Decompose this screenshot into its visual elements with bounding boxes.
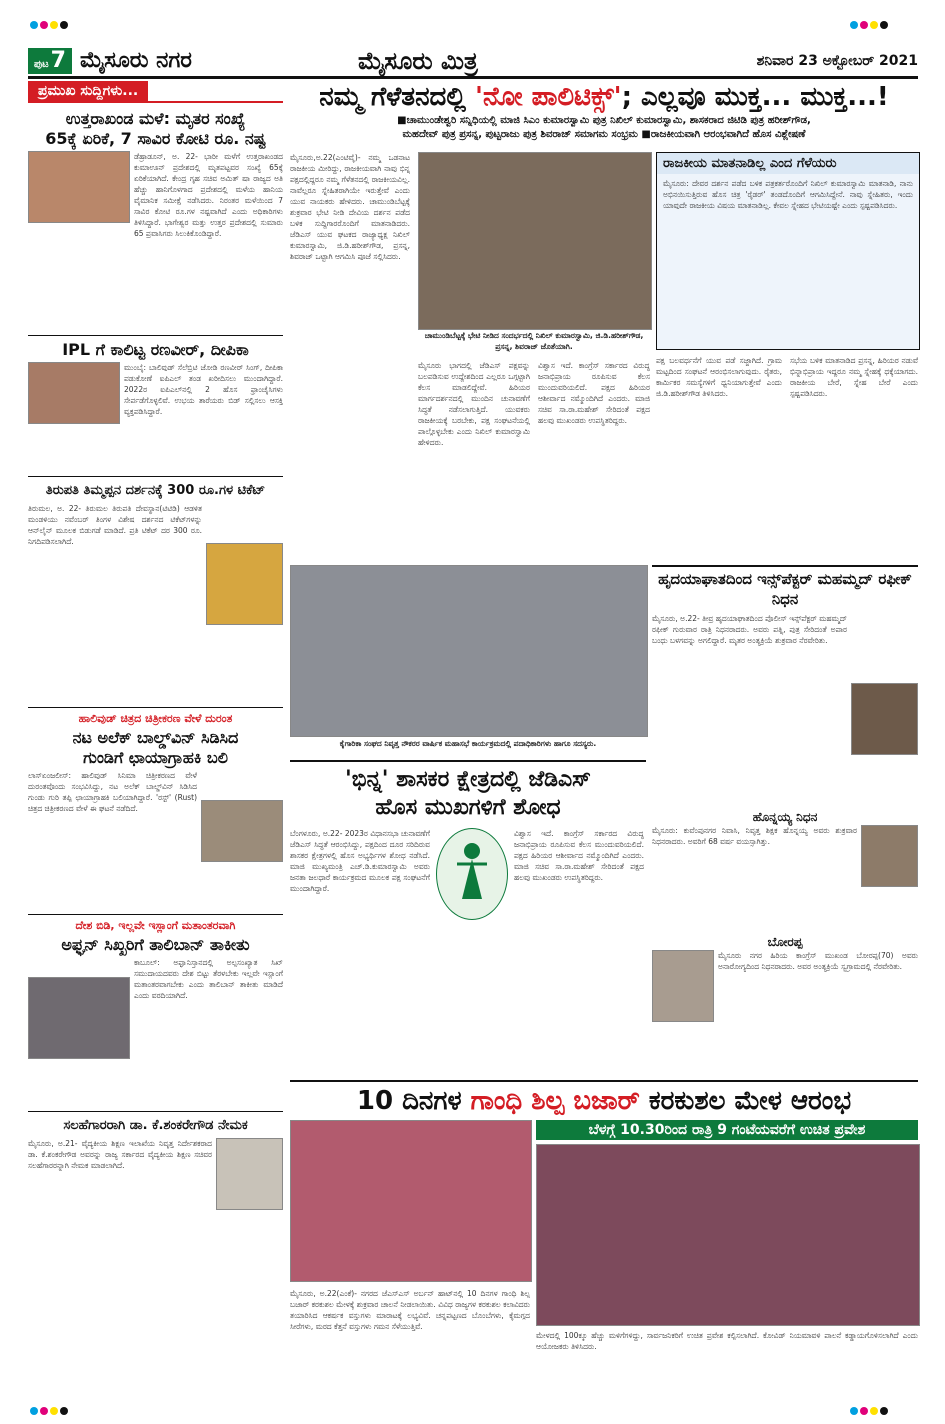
lead-column-4: ಪಕ್ಷ ಬಲವರ್ಧನೆಗೆ ಯುವ ಪಡೆ ಸಜ್ಜಾಗಿದೆ. ಗ್ರಾಮ ಮಟ್ಟದಿಂದ ಸಂಘಟನೆ ಆರಂಭಿಸಲಾಗುವುದು. ರೈತರು, ಕಾರ್ಮಿಕರ ಸಮಸ್ಯೆಗಳಿಗೆ ಧ್ವನಿಯಾಗುತ್ತೇವೆ ಎಂದು ಜಿ.ಡಿ.ಹರೀಶ್‌ಗೌಡ ತಿಳಿಸಿದರು. [656, 356, 782, 398]
story-tirupati-title: ತಿರುಪತಿ ತಿಮ್ಮಪ್ಪನ ದರ್ಶನಕ್ಕೆ 300 ರೂ.ಗಳ ಟಿಕೆಟ್ [45, 483, 266, 498]
obituary-1-photo [861, 825, 918, 887]
story-uttarakhand-title: ಉತ್ತರಾಖಂಡ ಮಳೆ: ಮೃತರ ಸಂಖ್ಯೆ 65ಕ್ಕೆ ಏರಿಕೆ, 7 ಸಾವಿರ ಕೋಟಿ ರೂ. ನಷ್ಟ [45, 109, 266, 148]
obituary-2-title: ಬೋರಪ್ಪ [767, 935, 803, 949]
main-area [290, 80, 918, 1380]
lead-photo-caption: ಚಾಮುಂಡಿಬೆಟ್ಟಕ್ಕೆ ಭೇಟಿ ನೀಡಿದ ಸಂದರ್ಭದಲ್ಲಿ ನಿಖಿಲ್ ಕುಮಾರಸ್ವಾಮಿ, ಜಿ.ಡಿ.ಹರೀಶ್‌ಗೌಡ, ಪ್ರಸನ್ನ, ಶಿವರಾಜ್ ಜೊತೆಯಾಗಿ. [424, 331, 644, 351]
sidebar-box-friends [656, 152, 920, 350]
story-inspector-title: ಹೃದಯಾಘಾತದಿಂದ ಇನ್ಸ್‌ಪೆಕ್ಟರ್ ಮಹಮ್ಮದ್ ರಫೀಕ್ ನಿಧನ [658, 570, 912, 608]
story-jds-body: ಬೆಂಗಳೂರು, ಅ.22- 2023ರ ವಿಧಾನಸಭಾ ಚುನಾವಣೆಗೆ ಜೆಡಿಎಸ್ ಸಿದ್ಧತೆ ಆರಂಭಿಸಿದ್ದು, ಪಕ್ಷದಿಂದ ದೂರ ಸರಿದಿರುವ ಶಾಸಕರ ಕ್ಷೇತ್ರಗಳಲ್ಲಿ ಹೊಸ ಅಭ್ಯರ್ಥಿಗಳ ಶೋಧ ನಡೆಸಿದೆ. ಮಾಜಿ ಮುಖ್ಯಮಂತ್ರಿ ಎಚ್.ಡಿ.ಕುಮಾರಸ್ವಾಮಿ ಅವರು ಜನತಾ ಜಲಧಾರೆ ಕಾರ್ಯಕ್ರಮದ ಮೂಲಕ ಪಕ್ಷ ಸಂಘಟನೆಗೆ ಮುಂದಾಗಿದ್ದಾರೆ. [290, 829, 430, 893]
story-gandhi-body-2: ಮೇಳದಲ್ಲಿ 100ಕ್ಕೂ ಹೆಚ್ಚು ಮಳಿಗೆಗಳಿದ್ದು, ಸಾರ್ವಜನಿಕರಿಗೆ ಉಚಿತ ಪ್ರವೇಶ ಕಲ್ಪಿಸಲಾಗಿದೆ. ಕೋವಿಡ್ ನಿಯಮಾವಳಿ ಪಾಲನೆ ಕಡ್ಡಾಯಗೊಳಿಸಲಾಗಿದೆ ಎಂದು ಆಯೋಜಕರು ತಿಳಿಸಿದರು. [536, 1331, 918, 1351]
masthead [28, 46, 918, 79]
obituary-2-body: ಮೈಸೂರು ನಗರ ಹಿರಿಯ ಕಾಂಗ್ರೆಸ್ ಮುಖಂಡ ಬೋರಪ್ಪ(70) ಅವರು ಅನಾರೋಗ್ಯದಿಂದ ನಿಧನರಾದರು. ಅವರ ಅಂತ್ಯಕ್ರಿಯೆ ಸ್ವಗ್ರಾಮದಲ್ಲಿ ನೆರವೇರಿತು. [718, 951, 918, 971]
ranveer-deepika-photo [28, 362, 120, 424]
craft-fair-photo [536, 1144, 920, 1326]
lead-column-1: ಮೈಸೂರು,ಅ.22(ಎಂಟಿವೈ)- ನಮ್ಮ ಒಡನಾಟ ರಾಜಕೀಯ ಮೀರಿದ್ದು, ರಾಜಕೀಯವಾಗಿ ನಾವು ಭಿನ್ನ ಪಕ್ಷದಲ್ಲಿದ್ದರೂ ನಮ್ಮ ಗೆಳೆತನದಲ್ಲಿ ರಾಜಕೀಯವಿಲ್ಲ. ನಾವೆಲ್ಲರೂ ಸ್ನೇಹಿತರಾಗಿಯೇ ಇರುತ್ತೇವೆ ಎಂದು ಯುವ ನಾಯಕರು ಹೇಳಿದರು. ಚಾಮುಂಡಿಬೆಟ್ಟಕ್ಕೆ ಶುಕ್ರವಾರ ಭೇಟಿ ನೀಡಿ ದೇವಿಯ ದರ್ಶನ ಪಡೆದ ಬಳಿಕ ಸುದ್ದಿಗಾರರೊಂದಿಗೆ ಮಾತನಾಡಿದರು. ಜೆಡಿಎಸ್ ಯುವ ಘಟಕದ ರಾಜ್ಯಾಧ್ಯಕ್ಷ ನಿಖಿಲ್ ಕುಮಾರಸ್ವಾಮಿ, ಜಿ.ಡಿ.ಹರೀಶ್‌ಗೌಡ, ಪ್ರಸನ್ನ, ಶಿವರಾಜ್ ಒಟ್ಟಾಗಿ ಆಗಮಿಸಿ ಪೂಜೆ ಸಲ್ಲಿಸಿದರು. [290, 153, 410, 261]
story-advisor-body: ಮೈಸೂರು, ಅ.21- ವೈದ್ಯಕೀಯ ಶಿಕ್ಷಣ ಇಲಾಖೆಯ ನಿವೃತ್ತ ನಿರ್ದೇಶಕರಾದ ಡಾ. ಕೆ.ಶಂಕರೇಗೌಡ ಅವರನ್ನು ರಾಜ್ಯ ಸರ್ಕಾರದ ವೈದ್ಯಕೀಯ ಶಿಕ್ಷಣ ಸಚಿವರ ಸಲಹೆಗಾರರನ್ನಾಗಿ ನೇಮಕ ಮಾಡಲಾಗಿದೆ. [28, 1139, 212, 1170]
baldwin-photo [201, 800, 283, 862]
story-hollywood-body: ಲಾಸ್‌ಏಂಜಲೀಸ್: ಹಾಲಿವುಡ್ ಸಿನಿಮಾ ಚಿತ್ರೀಕರಣದ ವೇಳೆ ದುರಂತವೊಂದು ಸಂಭವಿಸಿದ್ದು, ನಟ ಅಲೆಕ್ ಬಾಲ್ಡ್‌ವಿನ್ ಸಿಡಿಸಿದ ಗುಂಡು ಗುರಿ ತಪ್ಪಿ ಛಾಯಾಗ್ರಾಹಕಿ ಬಲಿಯಾಗಿದ್ದಾರೆ. 'ರಸ್ಟ್' (Rust) ಚಿತ್ರದ ಚಿತ್ರೀಕರಣದ ವೇಳೆ ಈ ಘಟನೆ ನಡೆದಿದೆ. [28, 771, 197, 813]
page-number-badge: ಪುಟ7 [28, 48, 72, 74]
registration-marks-right [850, 14, 890, 33]
lead-headline: ನಮ್ಮ ಗೆಳೆತನದಲ್ಲಿ 'ನೋ ಪಾಲಿಟಿಕ್ಸ್'; ಎಲ್ಲವೂ ಮುಕ್ತ... ಮುಕ್ತ...! [319, 82, 889, 112]
story-hollywood-title: ನಟ ಅಲೆಕ್ ಬಾಲ್ಡ್‌ವಿನ್ ಸಿಡಿಸಿದ ಗುಂಡಿಗೆ ಛಾಯಾಗ್ರಾಹಕಿ ಬಲಿ [72, 728, 239, 767]
craft-dolls-photo [290, 1120, 532, 1282]
lead-column-3: ವಿಶ್ವಾಸ ಇದೆ. ಕಾಂಗ್ರೆಸ್ ಸರ್ಕಾರದ ವಿರುದ್ಧ ಜನಾಭಿಪ್ರಾಯ ರೂಪಿಸುವ ಕೆಲಸ ಮುಂದುವರಿಯಲಿದೆ. ಪಕ್ಷದ ಹಿರಿಯರ ಆಶೀರ್ವಾದ ನಮ್ಮೊಂದಿಗಿದೆ ಎಂದರು. ಮಾಜಿ ಸಚಿವ ಸಾ.ರಾ.ಮಹೇಶ್ ಸೇರಿದಂತೆ ಪಕ್ಷದ ಹಲವು ಮುಖಂಡರು ಉಪಸ್ಥಿತರಿದ್ದರು. [538, 361, 650, 425]
story-tirupati-body: ತಿರುಮಲ, ಅ. 22- ತಿರುಮಲ ತಿರುಪತಿ ದೇವಸ್ಥಾನ(ಟಿಟಿಡಿ) ಆಡಳಿತ ಮಂಡಳಿಯು ನವೆಂಬರ್ ತಿಂಗಳ ವಿಶೇಷ ದರ್ಶನದ ಟಿಕೆಟ್‌ಗಳನ್ನು ಆನ್‌ಲೈನ್ ಮೂಲಕ ಬಿಡುಗಡೆ ಮಾಡಿದೆ. ಪ್ರತಿ ಟಿಕೆಟ್ ದರ 300 ರೂ. ನಿಗದಿಪಡಿಸಲಾಗಿದೆ. [28, 504, 202, 546]
registration-marks-left [30, 14, 70, 33]
obituaries [652, 810, 918, 1070]
obituary-2-photo [652, 950, 714, 1022]
story-taliban-kicker: ದೇಶ ಬಿಡಿ, ಇಲ್ಲವೇ ಇಸ್ಲಾಂಗೆ ಮತಾಂತರವಾಗಿ [75, 919, 236, 932]
group-photo-caption: ಕೈಗಾರಿಕಾ ಸಂಘದ ನಿವೃತ್ತ ನೌಕರರ ವಾರ್ಷಿಕ ಮಹಾಸಭೆ ಕಾರ್ಯಕ್ರಮದಲ್ಲಿ ಪದಾಧಿಕಾರಿಗಳು ಹಾಗೂ ಸದಸ್ಯರು. [339, 739, 597, 748]
story-advisor-title: ಸಲಹೆಗಾರರಾಗಿ ಡಾ. ಕೆ.ಶಂಕರೇಗೌಡ ನೇಮಕ [63, 1118, 248, 1133]
obituary-1-title: ಹೊನ್ನಯ್ಯ ನಿಧನ [752, 810, 818, 824]
story-taliban-title: ಅಫ್ಘನ್ ಸಿಖ್ಖರಿಗೆ ತಾಲಿಬಾನ್ ತಾಕೀತು [61, 935, 250, 954]
obituary-1-body: ಮೈಸೂರು: ಕುವೆಂಪುನಗರ ನಿವಾಸಿ, ನಿವೃತ್ತ ಶಿಕ್ಷಕ ಹೊನ್ನಯ್ಯ ಅವರು ಶುಕ್ರವಾರ ನಿಧನರಾದರು. ಅವರಿಗೆ 68 ವರ್ಷ ವಯಸ್ಸಾಗಿತ್ತು. [652, 826, 857, 846]
lead-column-2: ಮೈಸೂರು ಭಾಗದಲ್ಲಿ ಜೆಡಿಎಸ್ ಪಕ್ಷವನ್ನು ಬಲಪಡಿಸುವ ಉದ್ದೇಶದಿಂದ ಎಲ್ಲರೂ ಒಗ್ಗಟ್ಟಾಗಿ ಕೆಲಸ ಮಾಡಲಿದ್ದೇವೆ. ಹಿರಿಯರ ಮಾರ್ಗದರ್ಶನದಲ್ಲಿ ಮುಂದಿನ ಚುನಾವಣೆಗೆ ಸಿದ್ಧತೆ ನಡೆಸಲಾಗುತ್ತಿದೆ. ಯುವಕರು ರಾಜಕೀಯಕ್ಕೆ ಬರಬೇಕು, ಪಕ್ಷ ಸಂಘಟನೆಯಲ್ಲಿ ಪಾಲ್ಗೊಳ್ಳಬೇಕು ಎಂದು ನಿಖಿಲ್ ಕುಮಾರಸ್ವಾಮಿ ಹೇಳಿದರು. [418, 361, 530, 447]
paper-logo: ಮೈಸೂರು ಮಿತ್ರ [358, 46, 478, 75]
left-column [28, 80, 283, 1380]
gandhi-timing-bar: ಬೆಳಗ್ಗೆ 10.30ರಿಂದ ರಾತ್ರಿ 9 ಗಂಟೆಯವರೆಗೆ ಉಚಿತ ಪ್ರವೇಶ [536, 1120, 918, 1140]
section-title: ಮೈಸೂರು ನಗರ [80, 48, 192, 73]
story-jds-title: 'ಭಿನ್ನ' ಶಾಸಕರ ಕ್ಷೇತ್ರದಲ್ಲಿ ಜೆಡಿಎಸ್ ಹೊಸ ಮುಖಗಳಿಗೆ ಶೋಧ [345, 767, 591, 820]
story-jds-body-2: ವಿಶ್ವಾಸ ಇದೆ. ಕಾಂಗ್ರೆಸ್ ಸರ್ಕಾರದ ವಿರುದ್ಧ ಜನಾಭಿಪ್ರಾಯ ರೂಪಿಸುವ ಕೆಲಸ ಮುಂದುವರಿಯಲಿದೆ. ಪಕ್ಷದ ಹಿರಿಯರ ಆಶೀರ್ವಾದ ನಮ್ಮೊಂದಿಗಿದೆ ಎಂದರು. ಮಾಜಿ ಸಚಿವ ಸಾ.ರಾ.ಮಹೇಶ್ ಸೇರಿದಂತೆ ಪಕ್ಷದ ಹಲವು ಮುಖಂಡರು ಉಪಸ್ಥಿತರಿದ್ದರು. [514, 829, 644, 882]
story-inspector-body: ಮೈಸೂರು, ಅ.22- ತೀವ್ರ ಹೃದಯಾಘಾತದಿಂದ ಪೊಲೀಸ್ ಇನ್ಸ್‌ಪೆಕ್ಟರ್ ಮಹಮ್ಮದ್ ರಫೀಕ್ ಗುರುವಾರ ರಾತ್ರಿ ನಿಧನರಾದರು. ಅವರು ಪತ್ನಿ, ಪುತ್ರ ಸೇರಿದಂತೆ ಅಪಾರ ಬಂಧು ಬಳಗವನ್ನು ಅಗಲಿದ್ದಾರೆ. ಮೃತರ ಅಂತ್ಯಕ್ರಿಯೆ ಶುಕ್ರವಾರ ನೆರವೇರಿತು. [652, 614, 847, 645]
story-uttarakhand-body: ಡೆಹ್ರಾಡೂನ್, ಅ. 22- ಭಾರೀ ಮಳೆಗೆ ಉತ್ತರಾಖಂಡದ ಕುಮಾಊನ್ ಪ್ರದೇಶದಲ್ಲಿ ಮೃತಪಟ್ಟವರ ಸಂಖ್ಯೆ 65ಕ್ಕೆ ಏರಿಕೆಯಾಗಿದೆ. ಕೇಂದ್ರ ಗೃಹ ಸಚಿವ ಅಮಿತ್ ಷಾ ರಾಜ್ಯದ ಅತಿ ಹೆಚ್ಚು ಹಾನಿಗೊಳಗಾದ ಪ್ರದೇಶದಲ್ಲಿ ಮಳೆಯ ಹಾನಿಯ ವೈಮಾನಿಕ ಸಮೀಕ್ಷೆ ನಡೆಸಿದರು. ನಿರಂತರ ಮಳೆಯಿಂದ 7 ಸಾವಿರ ಕೋಟಿ ರೂ.ಗಳ ನಷ್ಟವಾಗಿದೆ ಎಂದು ಅಧಿಕಾರಿಗಳು ತಿಳಿಸಿದ್ದಾರೆ. ಭಾಗೇಶ್ವರ ಮತ್ತು ಉತ್ತರ ಪ್ರದೇಶದಲ್ಲಿ ಸುಮಾರು 65 ಪ್ರವಾಸಿಗರು ಸಿಲುಕಿಕೊಂಡಿದ್ದಾರೆ. [134, 152, 283, 238]
inspector-photo [851, 683, 918, 755]
tirupati-temple-photo [206, 543, 283, 625]
story-taliban-body: ಕಾಬೂಲ್: ಅಫ್ಘಾನಿಸ್ತಾನದಲ್ಲಿ ಅಲ್ಪಸಂಖ್ಯಾತ ಸಿಖ್ ಸಮುದಾಯದವರು ದೇಶ ಬಿಟ್ಟು ತೆರಳಬೇಕು ಇಲ್ಲವೇ ಇಸ್ಲಾಂಗೆ ಮತಾಂತರವಾಗಬೇಕು ಎಂದು ತಾಲಿಬಾನ್ ತಾಕೀತು ಮಾಡಿದೆ ಎಂದು ವರದಿಯಾಗಿದೆ. [134, 958, 283, 1000]
story-gandhi-bazaar [290, 1080, 918, 1116]
group-photo [290, 565, 648, 737]
story-hollywood-kicker: ಹಾಲಿವುಡ್ ಚಿತ್ರದ ಚಿತ್ರೀಕರಣ ವೇಳೆ ದುರಂತ [78, 712, 233, 725]
shankaregowda-photo [216, 1138, 283, 1210]
story-ipl-title: IPL ಗೆ ಕಾಲಿಟ್ಟ ರಣವೀರ್, ದೀಪಿಕಾ [62, 340, 249, 359]
gandhi-bar [536, 1120, 918, 1140]
story-gandhi-body: ಮೈಸೂರು, ಅ.22(ಎಂಕೆ)- ನಗರದ ಜೆಎಸ್‌ಎಸ್ ಅರ್ಬನ್ ಹಾಟ್‌ನಲ್ಲಿ 10 ದಿನಗಳ ಗಾಂಧಿ ಶಿಲ್ಪ ಬಜಾರ್ ಕರಕುಶಲ ಮೇಳಕ್ಕೆ ಶುಕ್ರವಾರ ಚಾಲನೆ ನೀಡಲಾಯಿತು. ವಿವಿಧ ರಾಜ್ಯಗಳ ಕರಕುಶಲ ಕಲಾವಿದರು ತಯಾರಿಸಿದ ಆಕರ್ಷಕ ವಸ್ತುಗಳು ಮಾರಾಟಕ್ಕೆ ಲಭ್ಯವಿವೆ. ಚನ್ನಪಟ್ಟಣದ ಬೊಂಬೆಗಳು, ಕೈಮಗ್ಗದ ಸೀರೆಗಳು, ಮರದ ಕೆತ್ತನೆ ವಸ್ತುಗಳು ಗಮನ ಸೆಳೆಯುತ್ತಿವೆ. [290, 1289, 530, 1331]
top-news-tag: ಪ್ರಮುಖ ಸುದ್ದಿಗಳು... [28, 81, 148, 101]
issue-date: ಶನಿವಾರ 23 ಅಕ್ಟೋಬರ್ 2021 [756, 53, 918, 69]
sidebar-box-title: ರಾಜಕೀಯ ಮಾತನಾಡಿಲ್ಲ ಎಂದ ಗೆಳೆಯರು [657, 153, 919, 174]
uttarakhand-photo [28, 151, 130, 223]
story-gandhi-title: 10 ದಿನಗಳ ಗಾಂಧಿ ಶಿಲ್ಪ ಬಜಾರ್ ಕರಕುಶಲ ಮೇಳ ಆರಂಭ [356, 1086, 852, 1116]
afghan-sikhs-photo [28, 977, 130, 1059]
lead-photo-friends [418, 152, 652, 330]
registration-marks-bottom-left [30, 1400, 70, 1419]
story-jds [290, 760, 646, 1068]
story-ipl-body: ಮುಂಬೈ: ಬಾಲಿವುಡ್ ಸೆಲೆಬ್ರಿಟಿ ಜೋಡಿ ರಣವೀರ್ ಸಿಂಗ್, ದೀಪಿಕಾ ಪಡುಕೋಣೆ ಐಪಿಎಲ್ ತಂಡ ಖರೀದಿಸಲು ಮುಂದಾಗಿದ್ದಾರೆ. 2022ರ ಐಪಿಎಲ್‌ನಲ್ಲಿ 2 ಹೊಸ ಫ್ರಾಂಚೈಸಿಗಳು ಸೇರ್ಪಡೆಗೊಳ್ಳಲಿವೆ. ಉಭಯ ತಾರೆಯರು ಬಿಡ್ ಸಲ್ಲಿಸಲು ಆಸಕ್ತಿ ವ್ಯಕ್ತಪಡಿಸಿದ್ದಾರೆ. [124, 363, 283, 416]
sidebar-box-body: ಮೈಸೂರು: ದೇವರ ದರ್ಶನ ಪಡೆದ ಬಳಿಕ ಪತ್ರಕರ್ತರೊಂದಿಗೆ ನಿಖಿಲ್ ಕುಮಾರಸ್ವಾಮಿ ಮಾತನಾಡಿ, ನಾನು ಅಭಿನಯಿಸುತ್ತಿರುವ ಹೊಸ ಚಿತ್ರ 'ರೈಡರ್' ತಂಡದೊಂದಿಗೆ ಆಗಮಿಸಿದ್ದೇನೆ. ನಾವು ಸ್ನೇಹಿತರು, ಇಂದು ಯಾವುದೇ ರಾಜಕೀಯ ವಿಷಯ ಮಾತನಾಡಿಲ್ಲ. ಕೇವಲ ಸ್ನೇಹದ ಭೇಟಿಯಷ್ಟೇ ಎಂದು ಸ್ಪಷ್ಟಪಡಿಸಿದರು. [663, 179, 913, 210]
jds-symbol-icon [436, 828, 508, 920]
lead-subheadline: ■ಚಾಮುಂಡೇಶ್ವರಿ ಸನ್ನಿಧಿಯಲ್ಲಿ ಮಾಜಿ ಸಿಎಂ ಕುಮಾರಸ್ವಾಮಿ ಪುತ್ರ ನಿಖಿಲ್ ಕುಮಾರಸ್ವಾಮಿ, ಶಾಸಕರಾದ ಜಿಟಿಡಿ ಪುತ್ರ ಹರೀಶ್‌ಗೌಡ, ಮಹದೇವ್ ಪುತ್ರ ಪ್ರಸನ್ನ, ಪುಟ್ಟರಾಜು ಪುತ್ರ ಶಿವರಾಜ್ ಸಮಾಗಮ ಸಂಭ್ರಮ ■ರಾಜಕೀಯವಾಗಿ ಆರಂಭವಾಗಿದೆ ಹೊಸ ವಿಶ್ಲೇಷಣೆ [397, 115, 811, 140]
registration-marks-bottom-right [850, 1400, 890, 1419]
lead-column-5: ಸಭೆಯ ಬಳಿಕ ಮಾತನಾಡಿದ ಪ್ರಸನ್ನ, ಹಿರಿಯರ ನಡುವೆ ಭಿನ್ನಾಭಿಪ್ರಾಯ ಇದ್ದರೂ ನಮ್ಮ ಸ್ನೇಹಕ್ಕೆ ಧಕ್ಕೆಯಾಗದು. ರಾಜಕೀಯ ಬೇರೆ, ಸ್ನೇಹ ಬೇರೆ ಎಂದು ಸ್ಪಷ್ಟಪಡಿಸಿದರು. [790, 356, 918, 398]
story-inspector [652, 565, 918, 813]
